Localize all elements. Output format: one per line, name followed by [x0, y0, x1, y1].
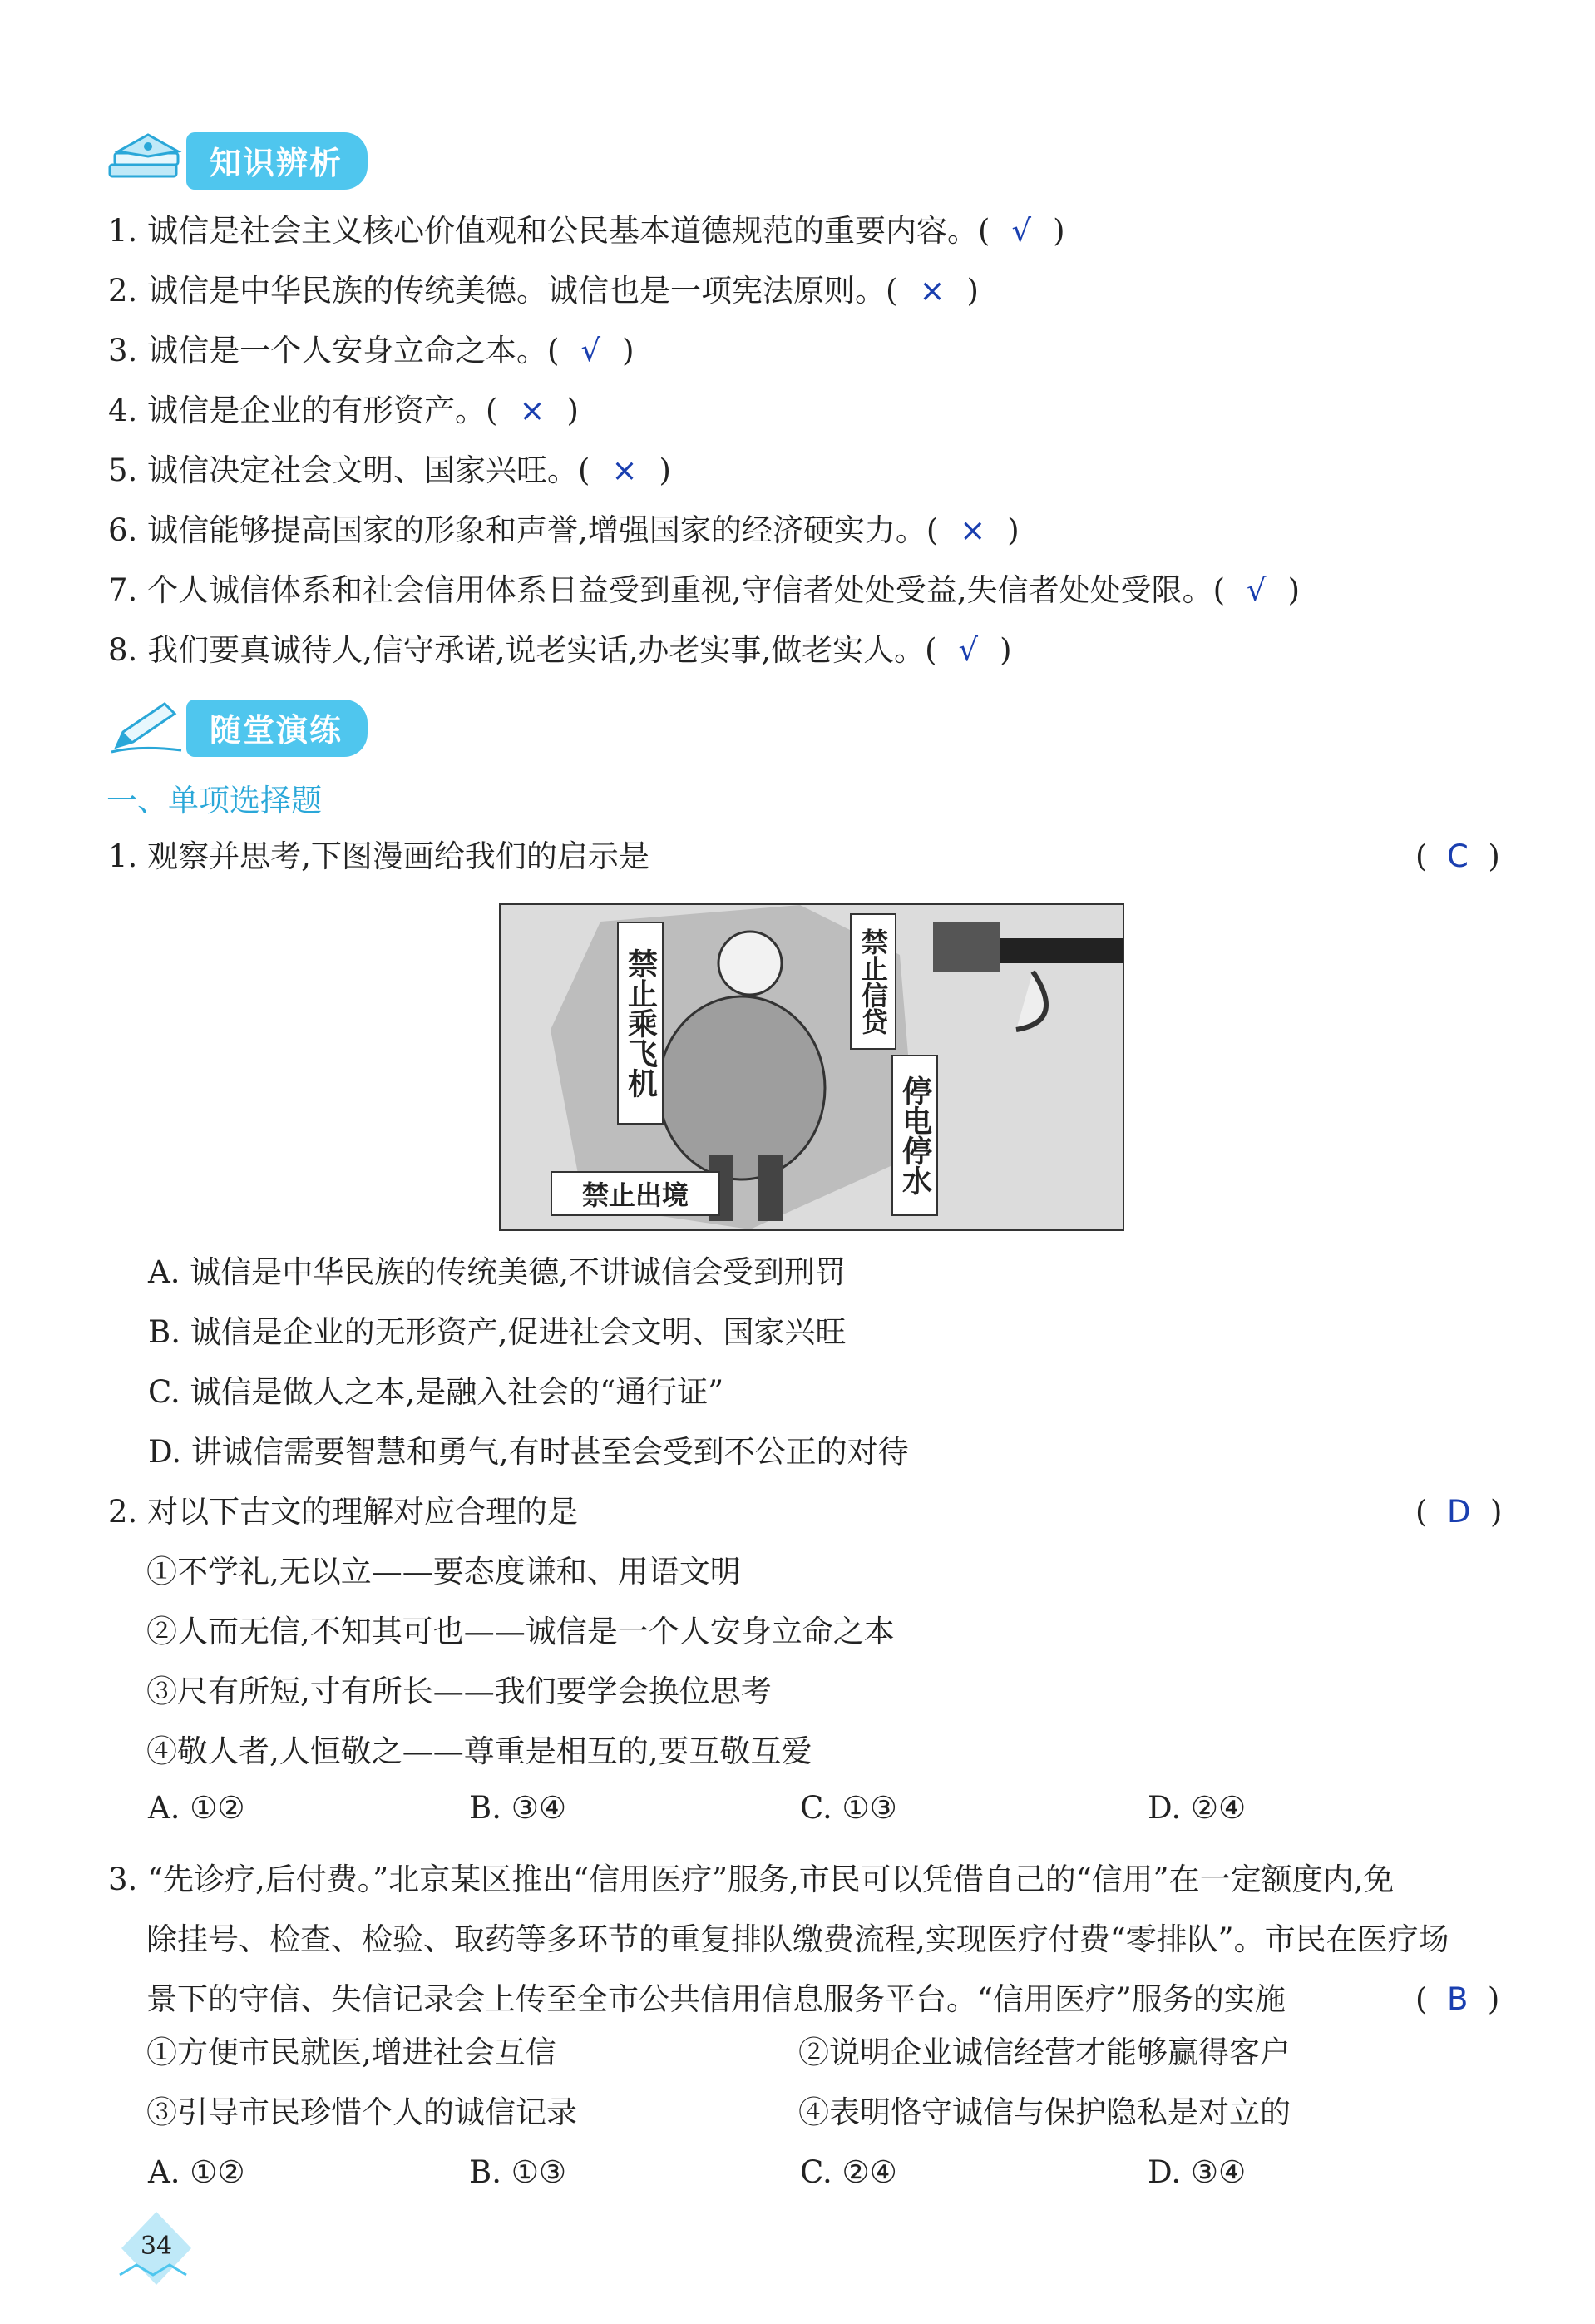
q1-option: C. 诚信是做人之本,是融入社会的“通行证”: [148, 1374, 724, 1410]
knowledge-item-answer: ×: [919, 273, 946, 309]
pencil-icon: [106, 699, 186, 757]
knowledge-item-close: ): [966, 273, 979, 309]
section-title-knowledge: 知识辨析: [186, 132, 368, 190]
knowledge-item-text: 6. 诚信能够提高国家的形象和声誉,增强国家的经济硬实力。(: [108, 512, 939, 548]
knowledge-item-close: ): [1287, 572, 1301, 608]
books-icon: [106, 131, 186, 190]
q1-option: B. 诚信是企业的无形资产,促进社会文明、国家兴旺: [148, 1314, 847, 1350]
knowledge-item: [108, 512, 1020, 549]
q2-statement: ①不学礼,无以立——要态度谦和、用语文明: [146, 1554, 741, 1590]
knowledge-item-text: 1. 诚信是社会主义核心价值观和公民基本道德规范的重要内容。(: [108, 213, 990, 249]
knowledge-item-close: ): [622, 333, 635, 368]
section-badge-knowledge: [106, 131, 368, 190]
knowledge-item: [108, 632, 1012, 669]
q3-statement: ③引导市民珍惜个人的诚信记录: [146, 2094, 577, 2130]
page-number-badge: [116, 2208, 196, 2288]
comic-illustration: [499, 903, 1124, 1231]
q2-option: B. ③④: [469, 1790, 567, 1826]
q1-answer-box: ( C ): [1415, 838, 1500, 874]
q3-statement: ②说明企业诚信经营才能够赢得客户: [798, 2035, 1291, 2070]
knowledge-item-close: ): [1053, 213, 1065, 249]
comic-sign-no-exit: 禁止出境: [551, 1171, 720, 1216]
knowledge-item-answer: ×: [611, 452, 638, 488]
knowledge-item: [108, 213, 1065, 250]
knowledge-item-close: ): [566, 393, 579, 428]
knowledge-item-answer: √: [1011, 213, 1032, 249]
knowledge-item-answer: ×: [519, 393, 546, 428]
q1-option: D. 讲诚信需要智慧和勇气,有时甚至会受到不公正的对待: [148, 1434, 909, 1470]
q2-answer-box: ( D ): [1415, 1494, 1503, 1530]
knowledge-item-close: ): [1000, 632, 1012, 668]
comic-sign-no-credit: 禁止信贷: [850, 913, 896, 1050]
q2-statement: ②人而无信,不知其可也——诚信是一个人安身立命之本: [146, 1614, 895, 1649]
q2-statement: ③尺有所短,寸有所长——我们要学会换位思考: [146, 1674, 772, 1709]
knowledge-item-close: ): [1007, 512, 1020, 548]
knowledge-item: [108, 393, 579, 429]
q3-statement: ①方便市民就医,增进社会互信: [146, 2035, 556, 2070]
q3-stem-line: 3. “先诊疗,后付费。”北京某区推出“信用医疗”服务,市民可以凭借自己的“信用”在一定额度内,免: [108, 1862, 1395, 1897]
q2-option: A. ①②: [148, 1790, 245, 1826]
knowledge-item-text: 7. 个人诚信体系和社会信用体系日益受到重视,守信者处处受益,失信者处处受限。(: [108, 572, 1226, 608]
q3-option: C. ②④: [800, 2154, 897, 2190]
knowledge-item: [108, 333, 635, 369]
knowledge-item-close: ): [659, 452, 671, 488]
knowledge-item-answer: √: [580, 333, 601, 368]
q1-option: A. 诚信是中华民族的传统美德,不讲诚信会受到刑罚: [148, 1254, 847, 1290]
knowledge-item: [108, 572, 1300, 609]
q2-option: D. ②④: [1148, 1790, 1247, 1826]
section-badge-practice: [106, 699, 368, 757]
q1-stem: 1. 观察并思考,下图漫画给我们的启示是: [108, 838, 649, 874]
knowledge-item-answer: ×: [960, 512, 986, 548]
single-choice-heading: 一、单项选择题: [106, 783, 322, 818]
knowledge-item-text: 8. 我们要真诚待人,信守承诺,说老实话,办老实事,做老实人。(: [108, 632, 937, 668]
q2-answer: D: [1446, 1494, 1471, 1530]
q1-answer: C: [1446, 838, 1469, 874]
comic-sign-no-flight: 禁止乘飞机: [617, 922, 664, 1125]
q2-option: C. ①③: [800, 1790, 897, 1826]
knowledge-item-text: 2. 诚信是中华民族的传统美德。诚信也是一项宪法原则。(: [108, 273, 898, 309]
knowledge-item-text: 5. 诚信决定社会文明、国家兴旺。(: [108, 452, 590, 488]
knowledge-item: [108, 452, 671, 489]
knowledge-item-answer: √: [958, 632, 979, 668]
comic-sign-power-water-cut: 停电停水: [891, 1055, 938, 1216]
q3-stem-line: 景下的守信、失信记录会上传至全市公共信用信息服务平台。“信用医疗”服务的实施: [146, 1981, 1286, 2017]
page-number: 34: [140, 2232, 173, 2261]
q3-stem-line: 除挂号、检查、检验、取药等多环节的重复排队缴费流程,实现医疗付费“零排队”。市民在医疗场: [146, 1921, 1449, 1957]
q3-option: D. ③④: [1148, 2154, 1247, 2190]
q2-stem: 2. 对以下古文的理解对应合理的是: [108, 1494, 579, 1530]
q3-statement: ④表明恪守诚信与保护隐私是对立的: [798, 2094, 1291, 2130]
q3-answer-box: ( B ): [1415, 1981, 1500, 2017]
knowledge-item-answer: √: [1247, 572, 1267, 608]
q2-statement: ④敬人者,人恒敬之——尊重是相互的,要互敬互爱: [146, 1733, 812, 1769]
q3-option: A. ①②: [148, 2154, 245, 2190]
q3-option: B. ①③: [469, 2154, 567, 2190]
q3-answer: B: [1446, 1981, 1469, 2017]
knowledge-item: [108, 273, 979, 309]
section-title-practice: 随堂演练: [186, 700, 368, 757]
knowledge-item-text: 3. 诚信是一个人安身立命之本。(: [108, 333, 560, 368]
knowledge-item-text: 4. 诚信是企业的有形资产。(: [108, 393, 498, 428]
